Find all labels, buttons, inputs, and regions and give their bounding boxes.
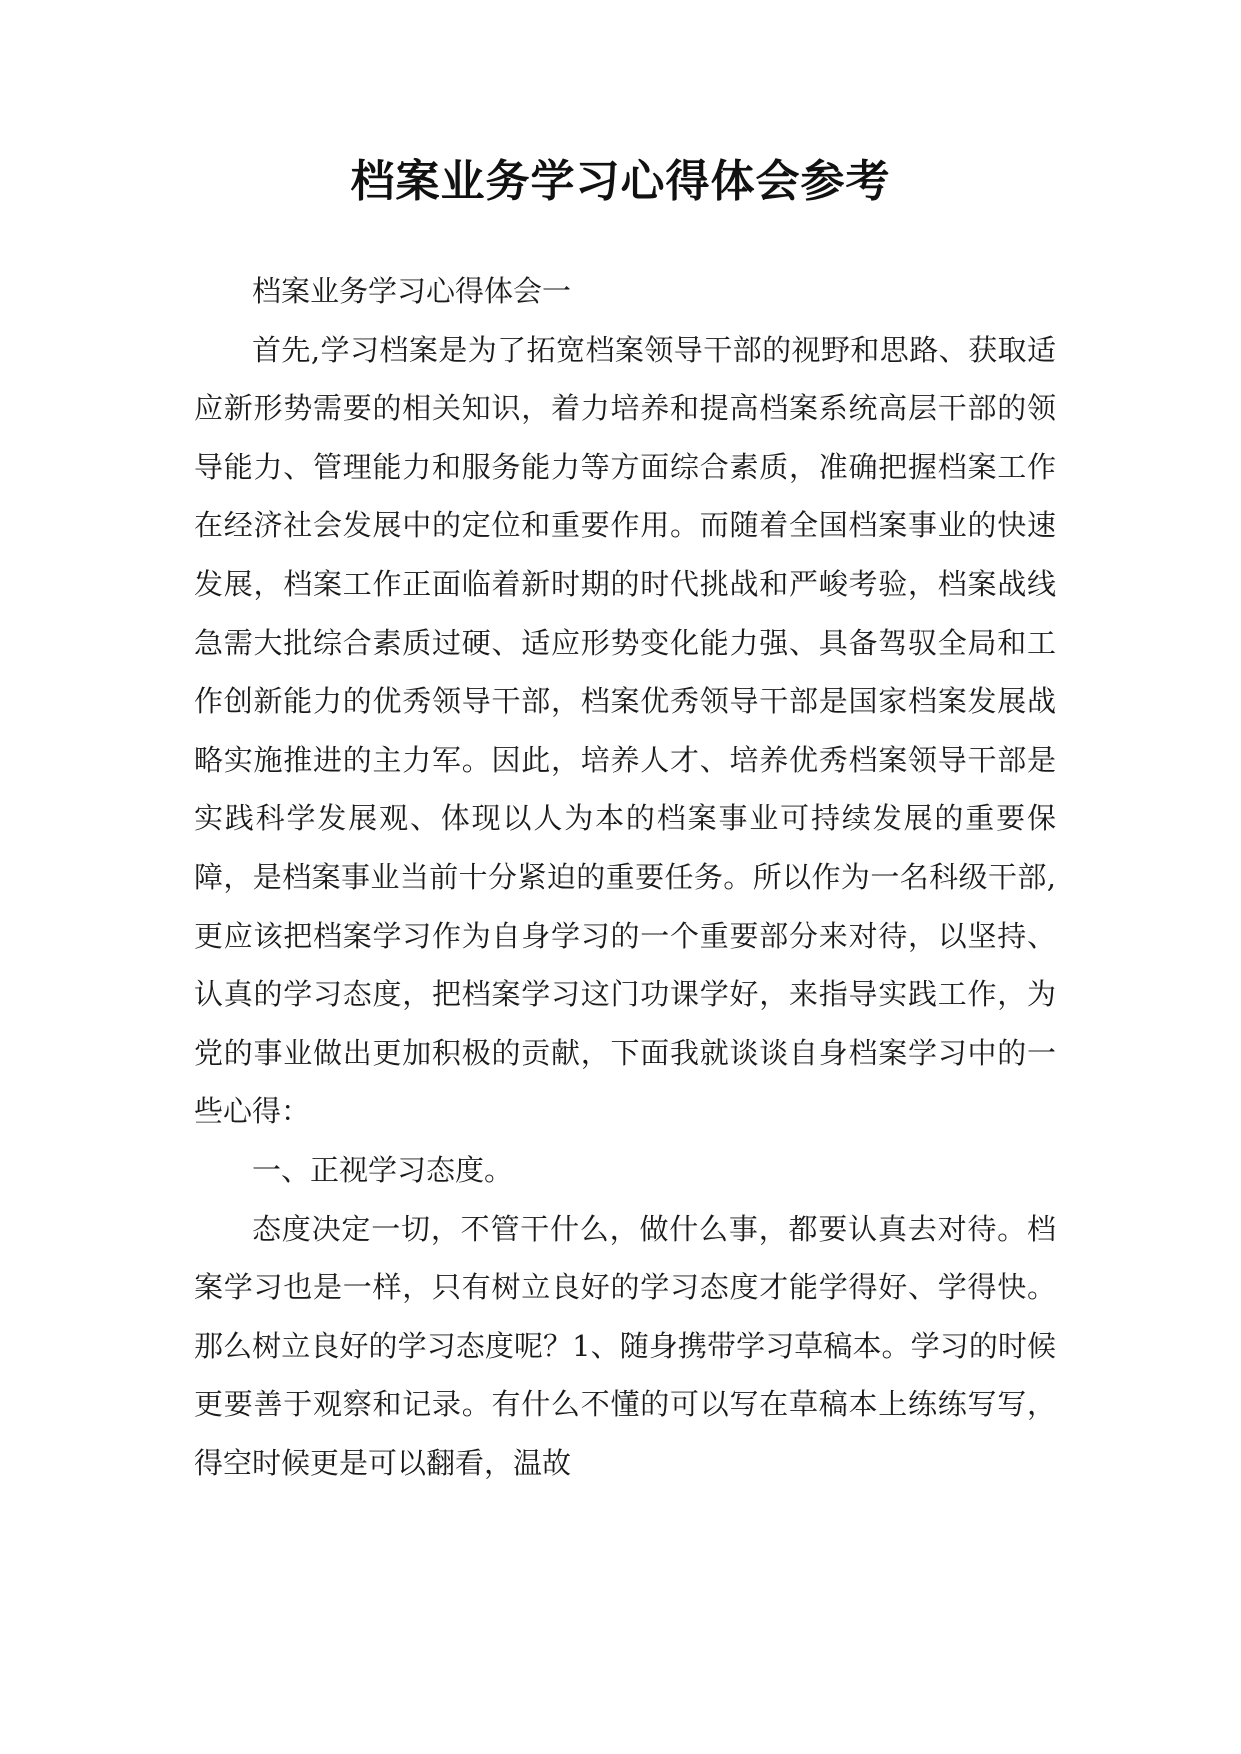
section-heading-1: 一、正视学习态度。 [252, 1152, 514, 1187]
paragraph-heading-1: 档案业务学习心得体会一 [252, 274, 572, 308]
document-body [194, 262, 1056, 1492]
paragraph-intro: 首先,学习档案是为了拓宽档案领导干部的视野和思路、获取适应新形势需要的相关知识，着力培养和提高档案系统高层干部的领导能力、管理能力和服务能力等方面综合素质，准确把握档案工作在经济社会发展中的定位和重要作用。而随着全国档案事业的快速发展，档案工作正面临着新时期的时代挑战和严峻考验，档案战线急需大批综合素质过硬、适应形势变化能力强、具备驾驭全局和工作创新能力的优秀领导干部，档案优秀领导干部是国家档案发展战略实施推进的主力军。因此，培养人才、培养优秀档案领导干部是实践科学发展观、体现以人为本的档案事业可持续发展的重要保障，是档案事业当前十分紧迫的重要任务。所以作为一名科级干部,更应该把档案学习作为自身学习的一个重要部分来对待，以坚持、认真的学习态度，把档案学习这门功课学好，来指导实践工作，为党的事业做出更加积极的贡献，下面我就谈谈自身档案学习中的一些心得： [194, 332, 1056, 1129]
document-title: 档案业务学习心得体会参考 [350, 156, 891, 207]
paragraph-attitude: 态度决定一切，不管干什么，做什么事，都要认真去对待。档案学习也是一样，只有树立良好的学习态度才能学得好、学得快。那么树立良好的学习态度呢？1、随身携带学习草稿本。学习的时候更要善于观察和记录。有什么不懂的可以写在草稿本上练练写写，得空时候更是可以翻看，温故 [194, 1211, 1056, 1480]
